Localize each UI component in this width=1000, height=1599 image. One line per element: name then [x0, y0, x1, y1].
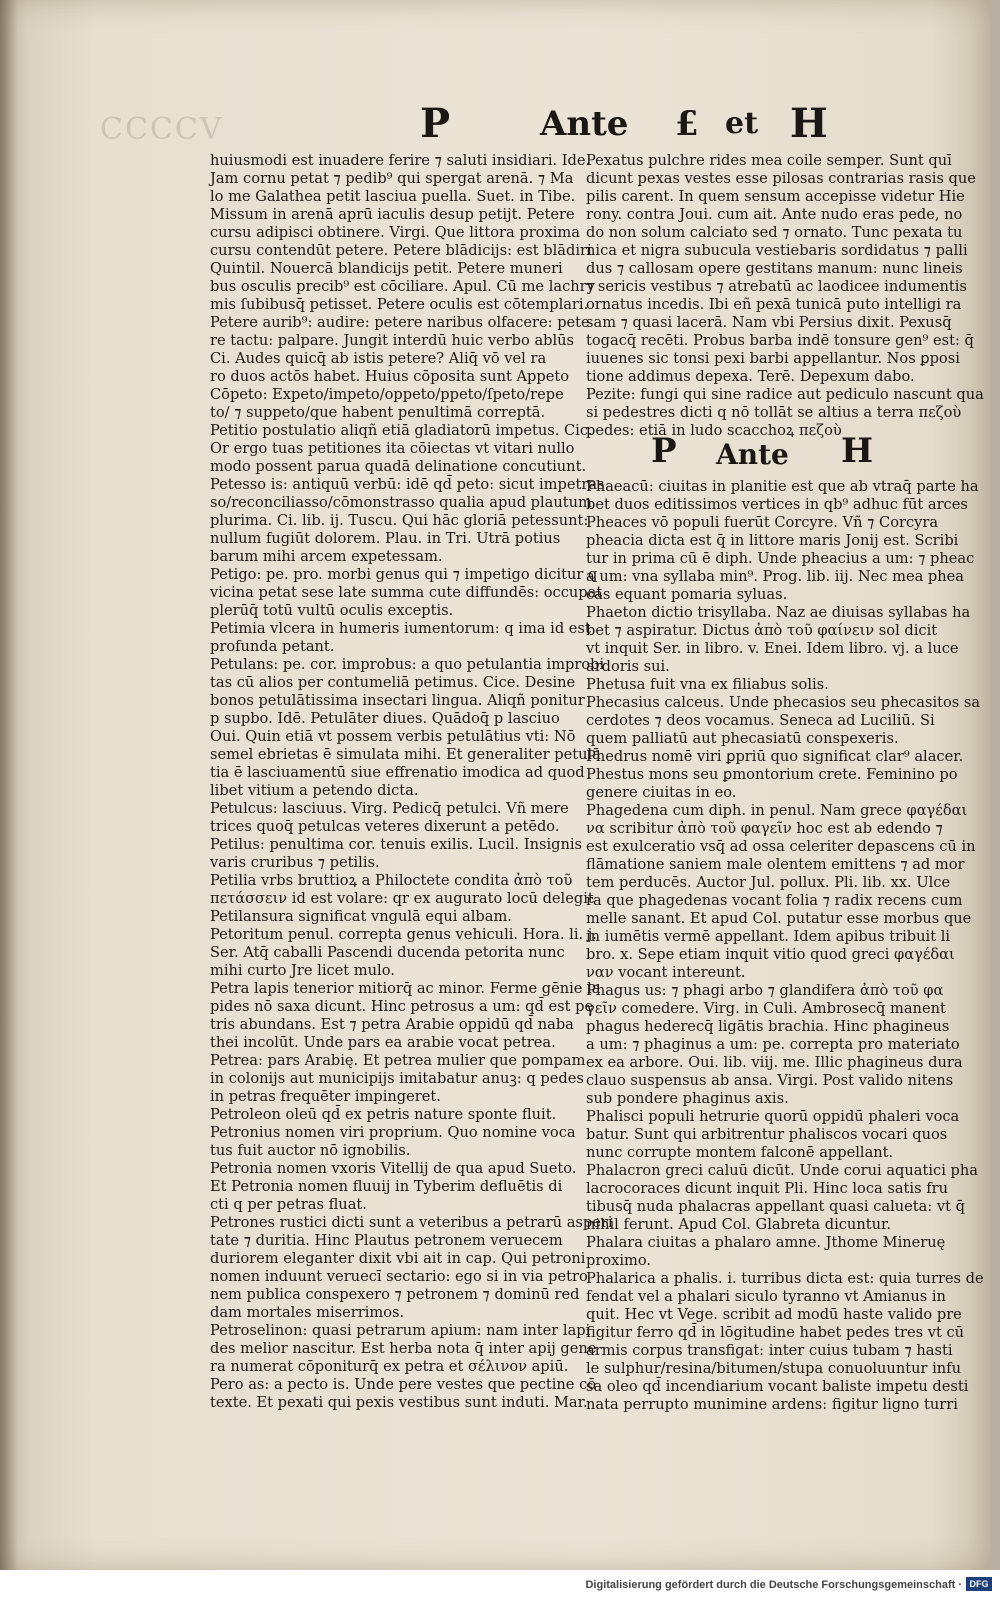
text-line: rony. contra Joui. cum ait. Ante nudo eras pede, no	[586, 206, 963, 223]
text-line: Petilia vrbs bruttioꝝ a Philoctete condita ἀπὸ τοῦ	[210, 872, 573, 889]
text-line: iuuenes sic tonsi pexi barbi appellantur. Nos ꝑposi	[586, 350, 960, 367]
text-line: Ci. Audes quicq̄ ab istis petere? Aliq̄ vō vel ra	[210, 350, 547, 367]
text-line: γεῖν comedere. Virg. in Culi. Ambrosecq̄ manent	[586, 1000, 946, 1017]
dfg-logo: DFG	[966, 1577, 992, 1591]
text-line: dicunt pexas vestes esse pilosas contrarias rasis que	[586, 170, 976, 187]
text-line: ex ea arbore. Oui. lib. viij. me. Illic phagineus dura	[586, 1054, 963, 1071]
text-line: clauo suspensus ab ansa. Virgi. Post valido nitens	[586, 1072, 954, 1089]
text-line: Pexatus pulchre rides mea coile semper. Sunt quī	[586, 152, 952, 169]
section-header	[586, 431, 958, 478]
text-line: tibusq̄ nuda phalacras appellant quasi calueta: vt q̄	[586, 1198, 965, 1215]
text-line: tate ⁊ duritia. Hinc Plautus petronem veruecem	[210, 1232, 563, 1249]
text-line: nunc corrupte montem falconē appellant.	[586, 1144, 894, 1161]
text-line: bet duos editissimos vertices in qb⁹ adhuc fūt arces	[586, 496, 968, 513]
text-line: Phalarica a phalis. i. turribus dicta est: quia turres de	[586, 1270, 984, 1287]
text-line: p supbo. Idē. Petulāter diues. Quādoq̄ p lasciuo	[210, 710, 560, 727]
text-line: vt inquit Ser. in libro. v. Enei. Idem libro. vj. a luce	[586, 640, 959, 657]
text-line: Petroleon oleū qd̄ ex petris nature sponte fluit.	[210, 1106, 557, 1123]
text-line: ra numerat cōponiturq̄ ex petra et σέλινον apiū.	[210, 1358, 569, 1375]
text-line: Phedrus nomē viri ꝑpriū quo significat clar⁹ alacer.	[586, 748, 964, 765]
text-line: Petere aurib⁹: audire: petere naribus olfacere: pete	[210, 314, 590, 331]
section-header-ante: Ante	[716, 438, 789, 471]
text-line: plerūq̄ totū vultū oculis exceptis.	[210, 602, 454, 619]
text-line: Petra lapis tenerior mitiorq̄ ac minor. Ferme gēnie la	[210, 980, 601, 997]
text-line: Petulcus: lasciuus. Virg. Pedicq̄ petulci. Vñ mere	[210, 800, 569, 817]
funding-note: Digitalisierung gefördert durch die Deutsche Forschungsgemeinschaft ·	[585, 1579, 962, 1591]
text-line: Phaeacū: ciuitas in planitie est que ab vtraq̄ parte ha	[586, 478, 979, 495]
text-line: duriorem eleganter dixit vbi ait in cap. Qui petroni	[210, 1250, 586, 1267]
text-line: cerdotes ⁊ deos vocamus. Seneca ad Luciliū. Si	[586, 712, 935, 729]
text-line: Petigo: pe. pro. morbi genus qui ⁊ impetigo dicitur q	[210, 566, 598, 583]
text-line: sub pondere phaginus axis.	[586, 1090, 789, 1107]
text-line: Missum in arenā aprū iaculis desup petijt. Petere	[210, 206, 575, 223]
text-line: Phagus us: ⁊ phagi arbo ⁊ glandifera ἀπὸ τοῦ φα	[586, 982, 944, 999]
text-line: nata perrupto munimine ardens: figitur ligno turri	[586, 1396, 958, 1413]
text-line: togacq̄ recēti. Probus barba indē tonsure gen⁹ est: q̄	[586, 332, 974, 349]
text-line: Phalara ciuitas a phalaro amne. Jthome Mineruę	[586, 1234, 946, 1251]
gutter-shadow	[0, 0, 18, 1570]
text-line: Quintil. Nouercā blandicijs petit. Petere muneri	[210, 260, 563, 277]
text-line: cursu contendūt petere. Petere blādicijs: est blādiri	[210, 242, 592, 259]
text-line: Phecasius calceus. Unde phecasios seu phecasitos sa	[586, 694, 981, 711]
text-line: Phestus mons seu ꝑmontorium crete. Feminino po	[586, 766, 958, 783]
text-line: Pezite: fungi qui sine radice aut pediculo nascunt qua	[586, 386, 984, 403]
text-line: a um: vna syllaba min⁹. Prog. lib. iij. Nec mea phea	[586, 568, 965, 585]
text-line: Petilus: penultima cor. tenuis exilis. Lucil. Insignis	[210, 836, 583, 853]
text-line: ra que phagedenas vocant folia ⁊ radix recens cum	[586, 892, 963, 909]
text-line: est exulceratio vsq̄ ad ossa celeriter depascens cū in	[586, 838, 976, 855]
text-line: ornatus incedis. Ibi eñ pexā tunicā puto intelligi ra	[586, 296, 962, 313]
text-line: Jam cornu petat ⁊ pedib⁹ qui spergat arenā. ⁊ Ma	[210, 170, 574, 187]
text-line: Phalacron greci caluū dicūt. Unde corui aquatici pha	[586, 1162, 978, 1179]
text-line: Cōpeto: Expeto/impeto/oppeto/ppeto/ſpeto/repe	[210, 386, 564, 403]
text-line: trices quoq̄ petulcas veteres dixerunt a petēdo.	[210, 818, 560, 835]
text-line: batur. Sunt qui arbitrentur phaliscos vocari quos	[586, 1126, 948, 1143]
section-header-p: P	[651, 431, 677, 471]
text-line: Petroselinon: quasi petrarum apium: nam inter lapi	[210, 1322, 591, 1339]
text-line: texte. Et pexati qui pexis vestibus sunt induti. Mar.	[210, 1394, 588, 1411]
text-line: nem publica conspexero ⁊ petronem ⁊ dominū red	[210, 1286, 580, 1303]
text-line: profunda petant.	[210, 638, 335, 655]
text-line: ⁊ sericis vestibus ⁊ atrebatū ac laodicee indumentis	[586, 278, 967, 295]
text-line: να scribitur ἀπὸ τοῦ φαγεῖν hoc est ab edendo ⁊	[586, 820, 943, 837]
right-column-top	[586, 152, 984, 440]
bleed-through-text: CCCCV	[100, 112, 224, 147]
text-line: Pero as: a pecto is. Unde pere vestes que pectine cō	[210, 1376, 597, 1393]
text-line: Petrea: pars Arabię. Et petrea mulier que pompam	[210, 1052, 586, 1069]
text-line: tris abundans. Est ⁊ petra Arabie oppidū qd̄ naba	[210, 1016, 574, 1033]
header-ante: Ante	[540, 104, 629, 144]
header-letter-l: £	[675, 104, 699, 144]
text-line: vicina petat sese late summa cute diffundēs: occupat	[210, 584, 603, 601]
text-line: lacrocoraces dicunt inquit Pli. Hinc loca satis fru	[586, 1180, 948, 1197]
text-line: in colonijs aut municipijs imitabatur anuꝫ: q pedes	[210, 1070, 584, 1087]
text-line: Petulans: pe. cor. improbus: a quo petulantia improbi	[210, 656, 605, 673]
text-line: pides nō saxa dicunt. Hinc petrosus a um: qd̄ est pe	[210, 998, 594, 1015]
text-line: modo possent parua quadā delinatione concutiunt.	[210, 458, 587, 475]
text-line: tus fuit auctor nō ignobilis.	[210, 1142, 411, 1159]
text-line: Petimia vlcera in humeris iumentorum: q ima id est	[210, 620, 591, 637]
text-line: tem perducēs. Auctor Jul. pollux. Pli. lib. xx. Ulce	[586, 874, 951, 891]
section-header-h: H	[841, 431, 874, 471]
header-letter-h: H	[790, 100, 828, 147]
text-line: Pheaces vō populi fuerūt Corcyre. Vñ ⁊ Corcyra	[586, 514, 939, 531]
text-line: le sulphur/resina/bitumen/stupa conuoluuntur infu	[586, 1360, 961, 1377]
text-line: sam ⁊ quasi lacerā. Nam vbi Persius dixit. Pexusq̄	[586, 314, 952, 331]
text-line: cti q per petras fluat.	[210, 1196, 367, 1213]
text-line: bro. x. Sepe etiam inquit vitio quod greci φαγέδαι	[586, 946, 955, 963]
text-line: Phagedena cum diph. in penul. Nam grece φαγέδαι	[586, 802, 968, 819]
text-line: sa oleo qd̄ incendiarium vocant baliste impetu desti	[586, 1378, 969, 1395]
text-line: des melior nascitur. Est herba nota q̄ inter apij gene	[210, 1340, 597, 1357]
text-line: Petilansura significat vngulā equi albam.	[210, 908, 512, 925]
text-line: Petitio postulatio aliqñ etiā gladiatorū impetus. Cic.	[210, 422, 593, 439]
text-line: to/ ⁊ suppeto/que habent penultimā correptā.	[210, 404, 546, 421]
running-header	[420, 100, 840, 146]
text-line: Phaeton dictio trisyllaba. Naz ae diuisas syllabas ha	[586, 604, 971, 621]
text-line: huiusmodi est inuadere ferire ⁊ saluti insidiari. Ide.	[210, 152, 591, 169]
text-line: ro duos actōs habet. Huius cōposita sunt Appeto	[210, 368, 570, 385]
text-line: so/reconciliasso/cōmonstrasso qualia apud plautum	[210, 494, 592, 511]
left-text-column	[210, 152, 613, 1412]
text-line: tione addimus depexa. Terē. Depexum dabo.	[586, 368, 915, 385]
text-line: bus osculis precib⁹ est cōciliare. Apul. Cū me lachry	[210, 278, 595, 295]
text-line: pilis carent. In quem sensum accepisse videtur Hie	[586, 188, 965, 205]
right-text-column	[586, 152, 984, 1414]
text-line: cursu adipisci obtinere. Virgi. Que littora proxima	[210, 224, 580, 241]
text-line: pedes: etiā in ludo scacchoꝝ πεζοὺ	[586, 422, 842, 439]
text-line: Or ergo tuas petitiones ita cōiectas vt vitari nullo	[210, 440, 575, 457]
text-line: pheacia dicta est q̄ in littore maris Jonij est. Scribi	[586, 532, 959, 549]
text-line: Phetusa fuit vna ex filiabus solis.	[586, 676, 829, 693]
text-line: Phalisci populi hetrurie quorū oppidū phaleri voca	[586, 1108, 960, 1125]
text-line: melle sanant. Et apud Col. putatur esse morbus que	[586, 910, 972, 927]
text-line: nihil ferunt. Apud Col. Glabreta dicuntur.	[586, 1216, 891, 1233]
text-line: figitur ferro qd̄ in lōgitudine habet pedes tres vt cū	[586, 1324, 965, 1341]
text-line: quit. Hec vt Vege. scribit ad modū haste valido pre	[586, 1306, 962, 1323]
text-line: lo me Galathea petit lasciua puella. Suet. in Tibe.	[210, 188, 576, 205]
text-line: re tactu: palpare. Jungit interdū huic verbo ablūs	[210, 332, 575, 349]
text-line: do non solum calciato sed ⁊ ornato. Tunc pexata tu	[586, 224, 963, 241]
text-line: Petrones rustici dicti sunt a veteribus a petrarū asperi	[210, 1214, 613, 1231]
text-line: mihi curto Jre licet mulo.	[210, 962, 395, 979]
text-line: mis ſubibusq̄ petisset. Petere oculis est cōtemplari.	[210, 296, 589, 313]
text-line: bet ⁊ aspiratur. Dictus ἀπὸ τοῦ φαίνειν sol dicit	[586, 622, 938, 639]
text-line: in iumētis vermē appellant. Idem apibus tribuit li	[586, 928, 951, 945]
text-line: quem palliatū aut phecasiatū conspexeris.	[586, 730, 899, 747]
text-line: Oui. Quin etiā vt possem verbis petulātius vti: Nō	[210, 728, 576, 745]
text-line: in petras frequēter impingeret.	[210, 1088, 441, 1105]
text-line: dam mortales miserrimos.	[210, 1304, 405, 1321]
text-line: cas equant pomaria syluas.	[586, 586, 788, 603]
text-line: dus ⁊ callosam opere gestitans manum: nunc lineis	[586, 260, 963, 277]
text-line: armis corpus transfigat: inter cuius tubam ⁊ hasti	[586, 1342, 953, 1359]
header-et: et	[725, 106, 758, 141]
right-column-bottom	[586, 478, 984, 1414]
text-line: nomen induunt veruecī sectario: ego si in via petro	[210, 1268, 588, 1285]
text-line: genere ciuitas in eo.	[586, 784, 737, 801]
text-line: ναν vocant intereunt.	[586, 964, 746, 981]
text-line: proximo.	[586, 1252, 652, 1269]
text-line: Petronius nomen viri proprium. Quo nomine voca	[210, 1124, 576, 1141]
text-line: bonos petulātissima insectari lingua. Aliqñ ponitur	[210, 692, 585, 709]
text-line: thei incolūt. Unde pars ea arabie vocat petrea.	[210, 1034, 556, 1051]
text-line: Petesso is: antiquū verbū: idē qd̄ peto: sicut impetras	[210, 476, 605, 493]
text-line: tas cū alios per contumeliā petimus. Cice. Desine	[210, 674, 576, 691]
text-line: nica et nigra subucula vestiebaris sordidatus ⁊ palli	[586, 242, 968, 259]
text-line: varis cruribus ⁊ petilis.	[210, 854, 380, 871]
text-line: Ser. Atq̄ caballi Pascendi ducenda petorita nunc	[210, 944, 565, 961]
text-line: flāmatione saniem male olentem emittens ⁊ ad mor	[586, 856, 965, 873]
text-line: libet vitium a petendo dicta.	[210, 782, 419, 799]
text-line: semel ebrietas ē simulata mihi. Et generaliter petulā	[210, 746, 601, 763]
text-line: tia ē lasciuamentū siue effrenatio imodica ad quod	[210, 764, 585, 781]
text-line: a um: ⁊ phaginus a um: pe. correpta pro materiato	[586, 1036, 960, 1053]
text-line: Petoritum penul. correpta genus vehiculi. Hora. li. j.	[210, 926, 597, 943]
text-line: ardoris sui.	[586, 658, 670, 675]
text-line: phagus hederecq̄ ligātis brachia. Hinc phagineus	[586, 1018, 950, 1035]
text-line: Et Petronia nomen fluuij in Tyberim defluētis di	[210, 1178, 563, 1195]
text-line: nullum fugiūt dolorem. Plau. in Tri. Utrā potius	[210, 530, 561, 547]
header-letter-p: P	[420, 100, 451, 147]
text-line: barum mihi arcem expetessam.	[210, 548, 443, 565]
text-line: si pedestres dicti q nō tollāt se altius a terra πεζοὺ	[586, 404, 962, 421]
text-line: πετάσσειν id est volare: qr ex augurato locū delegit	[210, 890, 594, 907]
text-line: fendat vel a phalari siculo tyranno vt Amianus in	[586, 1288, 946, 1305]
text-line: tur in prima cū ē diph. Unde pheacius a um: ⁊ pheac	[586, 550, 975, 567]
text-line: plurima. Ci. lib. ij. Tuscu. Qui hāc gloriā petessunt:	[210, 512, 589, 529]
digitization-footer	[0, 1570, 1000, 1599]
text-line: Petronia nomen vxoris Vitellij de qua apud Sueto.	[210, 1160, 577, 1177]
